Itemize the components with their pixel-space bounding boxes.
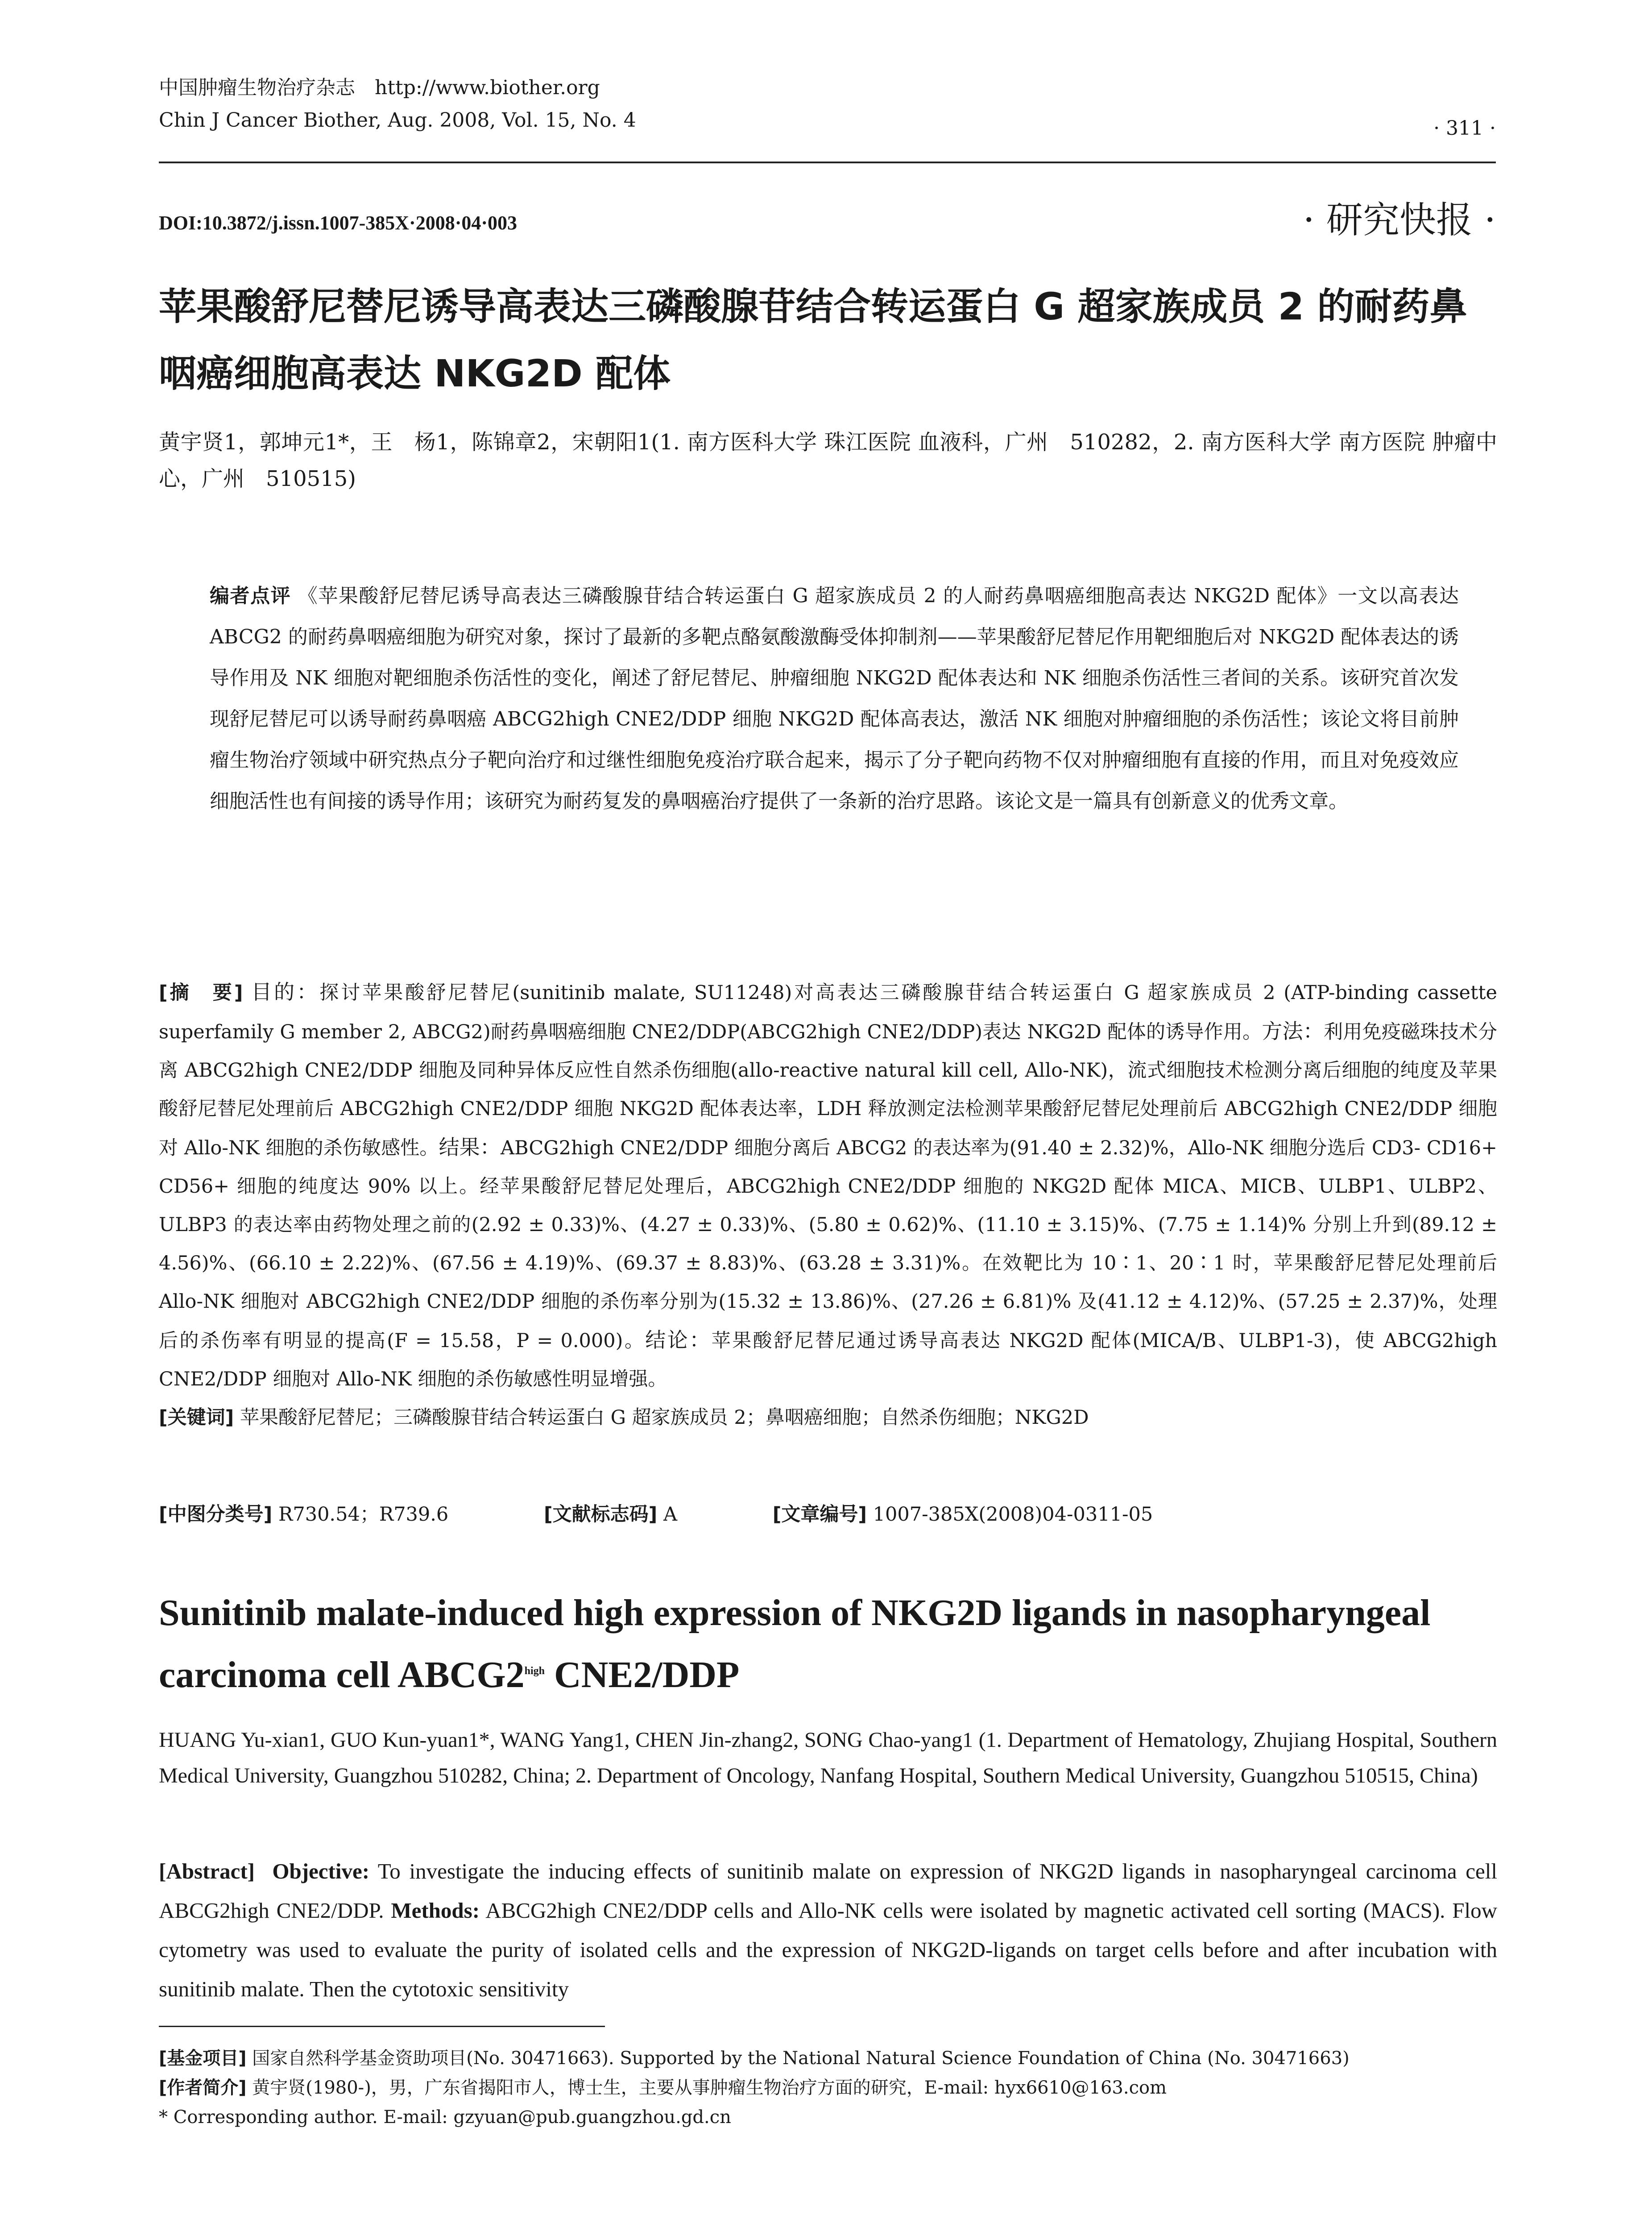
fund-text: 国家自然科学基金资助项目(No. 30471663). Supported by the National Natural Science Foundation of China (No. 30471663) (252, 2048, 1350, 2069)
results-heading-cn: 结果： (439, 1135, 501, 1159)
en-title-tail: CNE2/DDP (545, 1654, 740, 1696)
fund-label: [基金项目] (159, 2048, 247, 2069)
article-no-value: 1007-385X(2008)04-0311-05 (873, 1503, 1153, 1526)
abstract-label-en: [Abstract] (159, 1859, 255, 1883)
editor-comment-label: 编者点评 (210, 585, 291, 607)
objective-text-cn: 探讨苹果酸舒尼替尼(sunitinib malate, SU11248)对高表达三磷酸腺苷结合转运蛋白 G 超家族成员 2 (ATP-binding cassette superfamily G member 2, ABCG2)耐药鼻咽癌细胞 CNE2/DDP(ABCG2high CNE2/DDP)表达 NKG2D 配体的诱导作用。 (159, 982, 1497, 1043)
doc-code-value: A (663, 1503, 678, 1526)
corresponding-footnote: * Corresponding author. E-mail: gzyuan@pub.guangzhou.gd.cn (159, 2107, 731, 2127)
objective-heading-cn: 目的： (251, 980, 320, 1004)
doi: DOI:10.3872/j.issn.1007-385X·2008·04·003 (159, 212, 518, 234)
en-title-sup: high (524, 1665, 545, 1677)
clc-value: R730.54；R739.6 (278, 1503, 449, 1526)
editor-comment-text: 《苹果酸舒尼替尼诱导高表达三磷酸腺苷结合转运蛋白 G 超家族成员 2 的人耐药鼻咽癌细胞高表达 NKG2D 配体》一文以高表达 ABCG2 的耐药鼻咽癌细胞为研究对象，探讨了最新的多靶点酪氨酸激酶受体抑制剂——苹果酸舒尼替尼作用靶细胞后对 NKG2D 配体表达的诱导作用及 NK 细胞对靶细胞杀伤活性的变化，阐述了舒尼替尼、肿瘤细胞 NKG2D 配体表达和 NK 细胞杀伤活性三者间的关系。该研究首次发现舒尼替尼可以诱导耐药鼻咽癌 ABCG2high CNE2/DDP 细胞 NKG2D 配体高表达，激活 NK 细胞对肿瘤细胞的杀伤活性；该论文将目前肿瘤生物治疗领域中研究热点分子靶向治疗和过继性细胞免疫治疗联合起来，揭示了分子靶向药物不仅对肿瘤细胞有直接的作用，而且对免疫效应细胞活性也有间接的诱导作用；该研究为耐药复发的鼻咽癌治疗提供了一条新的治疗思路。该论文是一篇具有创新意义的优秀文章。 (210, 585, 1459, 813)
methods-text-cn: 利用免疫磁珠技术分离 ABCG2high CNE2/DDP 细胞及同种异体反应性自然杀伤细胞(allo-reactive natural kill cell, Allo-NK)，流式细胞技术检测分离后细胞的纯度及苹果酸舒尼替尼处理前后 ABCG2high CNE2/DDP 细胞 NKG2D 配体表达率，LDH 释放测定法检测苹果酸舒尼替尼处理前后 ABCG2high CNE2/DDP 细胞对 Allo-NK 细胞的杀伤敏感性。 (159, 1021, 1498, 1159)
keywords-text: 苹果酸舒尼替尼；三磷酸腺苷结合转运蛋白 G 超家族成员 2；鼻咽癌细胞；自然杀伤细胞；NKG2D (240, 1406, 1089, 1429)
article-no-label: [文章编号] (772, 1503, 867, 1526)
section-label: · 研究快报 · (1303, 199, 1496, 241)
journal-header-cn: 中国肿瘤生物治疗杂志 http://www.biother.org (159, 76, 600, 99)
methods-heading-en: Methods: (391, 1898, 480, 1923)
results-text-cn: ABCG2high CNE2/DDP 细胞分离后 ABCG2 的表达率为(91.40 ± 2.32)%，Allo-NK 细胞分选后 CD3- CD16+ CD56+ 细胞的纯度达 90% 以上。经苹果酸舒尼替尼处理后，ABCG2high CNE2/DDP 细胞的 NKG2D 配体 MICA、MICB、ULBP1、ULBP2、ULBP3 的表达率由药物处理之前的(2.92 ± 0.33)%、(4.27 ± 0.33)%、(5.80 ± 0.62)%、(11.10 ± 3.15)%、(7.75 ± 1.14)% 分别上升到(89.12 ± 4.56)%、(66.10 ± 2.22)%、(67.56 ± 4.19)%、(69.37 ± 8.83)%、(63.28 ± 3.31)%。在效靶比为 10∶1、20∶1 时，苹果酸舒尼替尼处理前后 Allo-NK 细胞对 ABCG2high CNE2/DDP 细胞的杀伤率分别为(15.32 ± 13.86)%、(27.26 ± 6.81)% 及(41.12 ± 4.12)%、(57.25 ± 2.37)%，处理后的杀伤率有明显的提高(F = 15.58，P = 0.000)。 (159, 1137, 1498, 1352)
footnote-divider (159, 2026, 605, 2027)
article-title-cn: 苹果酸舒尼替尼诱导高表达三磷酸腺苷结合转运蛋白 G 超家族成员 2 的耐药鼻咽癌细胞高表达 NKG2D 配体 (159, 285, 1467, 395)
abstract-label-cn: [摘 要] (159, 982, 243, 1004)
objective-heading-en: Objective: (272, 1859, 370, 1883)
methods-text-en: ABCG2high CNE2/DDP cells and Allo-NK cells were isolated by magnetic activated cell sorting (MACS). Flow cytometry was used to evaluate the purity of isolated cells and the expression of NKG2D-ligands on target cells before and after incubation with sunitinib malate. Then the cytotoxic sensitivity (159, 1898, 1497, 2001)
classification-line (159, 1499, 1497, 1526)
abstract-cn (159, 973, 1497, 1437)
author-names-cn: 黄宇贤1，郭坤元1*，王 杨1，陈锦章2，宋朝阳1 (159, 430, 651, 455)
journal-header-en: Chin J Cancer Biother, Aug. 2008, Vol. 15, No. 4 (159, 109, 636, 132)
abstract-en (159, 1852, 1497, 2009)
author-affiliation-cn: (1. 南方医科大学 珠江医院 血液科，广州 510282，2. 南方医科大学 南方医院 肿瘤中心，广州 510515) (159, 430, 1497, 491)
footnotes (159, 2044, 1497, 2132)
conclusion-text-cn: 苹果酸舒尼替尼通过诱导高表达 NKG2D 配体(MICA/B、ULBP1-3)，使 ABCG2high CNE2/DDP 细胞对 Allo-NK 细胞的杀伤敏感性明显增强。 (159, 1330, 1497, 1390)
keywords-label: [关键词] (159, 1406, 234, 1429)
page-number: · 311 · (1433, 117, 1496, 140)
header-divider (159, 162, 1496, 163)
conclusion-heading-cn: 结论： (645, 1328, 712, 1352)
author-bio-label: [作者简介] (159, 2078, 247, 2098)
en-title-main: Sunitinib malate-induced high expression of NKG2D ligands in nasopharyngeal carcinoma cell ABCG2 (159, 1592, 1431, 1696)
author-block-cn (159, 424, 1497, 497)
author-footnote (159, 2073, 1497, 2102)
fund-footnote (159, 2044, 1497, 2073)
objective-text-en: To investigate the inducing effects of sunitinib malate on expression of NKG2D ligands in nasopharyngeal carcinoma cell ABCG2high CNE2/DDP. (159, 1859, 1497, 1923)
author-block-en: HUANG Yu-xian1, GUO Kun-yuan1*, WANG Yang1, CHEN Jin-zhang2, SONG Chao-yang1 (1. Department of Hematology, Zhujiang Hospital, Southern Medical University, Guangzhou 510282, China; 2. Department of Oncology, Nanfang Hospital, Southern Medical University, Guangzhou 510515, China) (159, 1728, 1497, 1787)
doc-code-label: [文献标志码] (543, 1503, 658, 1526)
article-title-en (159, 1584, 1497, 1704)
author-bio-text: 黄宇贤(1980-)，男，广东省揭阳市人，博士生，主要从事肿瘤生物治疗方面的研究，E-mail: hyx6610@163.com (252, 2078, 1167, 2098)
clc-label: [中图分类号] (159, 1503, 273, 1526)
methods-heading-cn: 方法： (1262, 1019, 1324, 1043)
editor-comment (210, 576, 1459, 822)
